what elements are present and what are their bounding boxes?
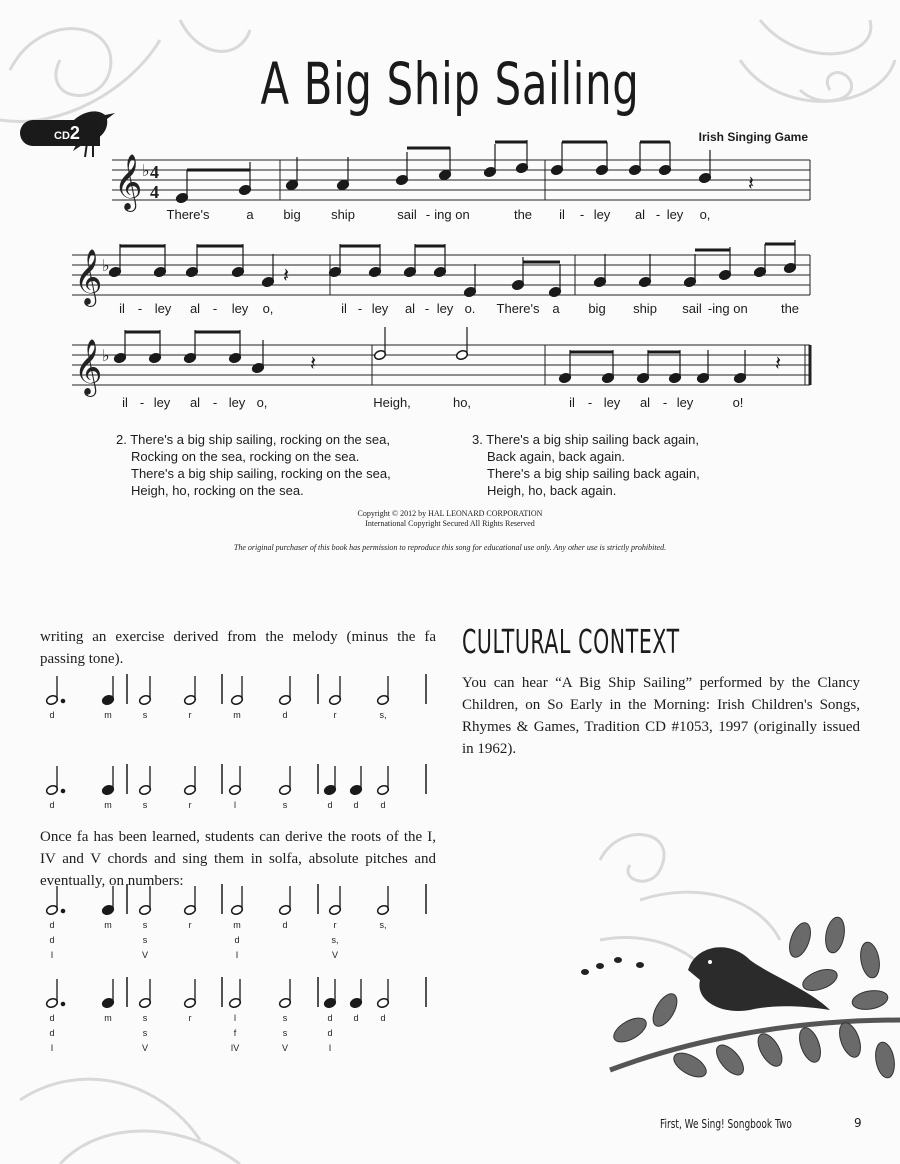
lyric-syllable: the xyxy=(780,301,800,316)
lyric-syllable: o, xyxy=(256,395,268,410)
lyric-syllable: - xyxy=(425,207,431,222)
lyric-syllable: - xyxy=(579,207,585,222)
lyric-syllable: sail xyxy=(397,207,417,222)
solfa-label: l xyxy=(234,1013,236,1023)
lyric-syllable: il xyxy=(569,395,575,410)
rest: 𝄽 xyxy=(775,351,782,375)
solfa-label: d xyxy=(353,1013,359,1023)
verse-number: 2. xyxy=(116,432,127,447)
verse-line: Rocking on the sea, rocking on the sea. xyxy=(131,449,360,464)
lyric-syllable: ley xyxy=(436,301,454,316)
solfa-label: V xyxy=(141,1043,149,1053)
solfa-label: m xyxy=(104,710,112,720)
time-signature: 4 xyxy=(150,182,159,202)
solfa-label: m xyxy=(104,1013,112,1023)
solfa-label: s xyxy=(142,1028,148,1038)
solfa-label: d xyxy=(49,1028,55,1038)
lyric-syllable: There's xyxy=(496,301,540,316)
lyric-syllable: ley xyxy=(666,207,684,222)
solfa-label: s xyxy=(282,1028,288,1038)
lyric-syllable: ho, xyxy=(452,395,472,410)
verse-line: There's a big ship sailing back again, xyxy=(486,432,700,447)
solfa-label: I xyxy=(50,1043,54,1053)
solfa-label: I xyxy=(235,950,239,960)
lyric-syllable: o! xyxy=(732,395,744,410)
lyric-syllable: - xyxy=(424,301,430,316)
verse-number: 3. xyxy=(472,432,483,447)
solfa-label: s xyxy=(142,800,148,810)
solfa-label: r xyxy=(333,920,337,930)
page-number: 9 xyxy=(854,1116,862,1130)
verse-line: There's a big ship sailing, rocking on the sea, xyxy=(131,466,391,481)
book-title-footer: First, We Sing! Songbook Two xyxy=(660,1117,792,1131)
solfa-label: s xyxy=(142,920,148,930)
solfa-label: m xyxy=(104,800,112,810)
cultural-context-text: You can hear “A Big Ship Sailing” performed by the Clancy Children, on So Early in the Morning: Irish Children's Songs, Rhymes & Games, Tradition CD #1053, 1997 (originally issued in 1962). xyxy=(462,675,860,757)
verse-line: There's a big ship sailing back again, xyxy=(487,466,700,481)
verse-line: There's a big ship sailing, rocking on the sea, xyxy=(130,432,390,447)
treble-clef: 𝄞 xyxy=(74,339,103,395)
solfa-label: V xyxy=(331,950,339,960)
exercise-intro: writing an exercise derived from the melody (minus the fa passing tone). xyxy=(40,629,436,667)
rest: 𝄽 xyxy=(310,351,317,375)
solfa-label: s xyxy=(282,800,288,810)
lyric-syllable: al xyxy=(189,301,201,316)
lyric-syllable: ley xyxy=(676,395,694,410)
lyric-syllable: ship xyxy=(633,301,657,316)
solfa-label: V xyxy=(281,1043,289,1053)
lyric-syllable: big xyxy=(588,301,606,316)
solfa-label: m xyxy=(104,920,112,930)
solfa-label: IV xyxy=(230,1043,240,1053)
solfa-label: m xyxy=(233,920,241,930)
solfa-label: s xyxy=(142,1013,148,1023)
lyric-syllable: al xyxy=(639,395,651,410)
cd-number: 2 xyxy=(69,123,80,143)
rest: 𝄽 xyxy=(748,171,755,195)
lyric-syllable: ley xyxy=(228,395,246,410)
solfa-label: l xyxy=(234,800,236,810)
lyric-syllable: - xyxy=(212,301,218,316)
solfa-label: r xyxy=(188,1013,192,1023)
solfa-label: r xyxy=(333,710,337,720)
lyric-syllable: ship xyxy=(331,207,355,222)
solfa-label: d xyxy=(353,800,359,810)
lyric-syllable: ley xyxy=(593,207,611,222)
lyric-syllable: ing on xyxy=(434,207,470,222)
lyric-syllable: al xyxy=(404,301,416,316)
treble-clef: 𝄞 xyxy=(114,154,143,210)
rhythm-dot xyxy=(61,789,65,793)
lyric-syllable: Heigh, xyxy=(373,395,411,410)
solfa-label: r xyxy=(188,710,192,720)
solfa-label: d xyxy=(327,1013,333,1023)
lyric-syllable: o, xyxy=(699,207,711,222)
lyric-syllable: - xyxy=(707,301,713,316)
lyric-syllable: - xyxy=(357,301,363,316)
verse-line: Heigh, ho, back again. xyxy=(487,483,617,498)
flat-key-signature: ♭ xyxy=(102,256,110,275)
lyric-syllable: o, xyxy=(262,301,274,316)
lyric-syllable: sail xyxy=(682,301,702,316)
solfa-label: s xyxy=(282,1013,288,1023)
lyric-syllable: - xyxy=(587,395,593,410)
lyric-syllable: - xyxy=(137,301,143,316)
lyric-syllable: ley xyxy=(231,301,249,316)
lyric-syllable: - xyxy=(139,395,145,410)
cultural-context-heading: CULTURAL CONTEXT xyxy=(462,622,680,661)
solfa-label: d xyxy=(49,800,55,810)
solfa-label: d xyxy=(282,710,288,720)
lyric-syllable: the xyxy=(513,207,533,222)
chord-roots-paragraph: Once fa has been learned, students can derive the roots of the I, IV and V chords and sing them in solfa, absolute pitches and eventually, on numbers: xyxy=(40,829,436,889)
song-subtitle: Irish Singing Game xyxy=(698,130,808,144)
lyric-syllable: o. xyxy=(464,301,476,316)
solfa-label: I xyxy=(328,1043,332,1053)
lyric-syllable: il xyxy=(119,301,125,316)
song-title: A Big Ship Sailing xyxy=(260,50,640,118)
solfa-label: d xyxy=(327,1028,333,1038)
solfa-label: V xyxy=(141,950,149,960)
solfa-label: s, xyxy=(379,920,387,930)
lyric-syllable: a xyxy=(552,301,560,316)
lyric-syllable: al xyxy=(189,395,201,410)
lyric-syllable: - xyxy=(655,207,661,222)
flat-key-signature: ♭ xyxy=(142,161,150,180)
solfa-label: s, xyxy=(331,935,339,945)
lyric-syllable: a xyxy=(246,207,254,222)
lyric-syllable: al xyxy=(634,207,646,222)
lyric-syllable: There's xyxy=(166,207,210,222)
lyric-syllable: ley xyxy=(153,395,171,410)
solfa-label: d xyxy=(282,920,288,930)
solfa-label: I xyxy=(50,950,54,960)
lyric-syllable: ley xyxy=(603,395,621,410)
solfa-label: d xyxy=(49,920,55,930)
solfa-label: d xyxy=(327,800,333,810)
lyric-syllable: il xyxy=(341,301,347,316)
solfa-label: d xyxy=(380,1013,386,1023)
solfa-label: s xyxy=(142,935,148,945)
treble-clef: 𝄞 xyxy=(74,249,103,305)
solfa-label: r xyxy=(188,800,192,810)
lyric-syllable: il xyxy=(122,395,128,410)
solfa-label: d xyxy=(49,935,55,945)
lyric-syllable: big xyxy=(283,207,301,222)
solfa-label: d xyxy=(234,935,240,945)
lyric-syllable: - xyxy=(212,395,218,410)
verse-line: Back again, back again. xyxy=(487,449,626,464)
lyric-syllable: ing on xyxy=(712,301,748,316)
lyric-syllable: il xyxy=(559,207,565,222)
solfa-label: r xyxy=(188,920,192,930)
copyright-line: Copyright © 2012 by HAL LEONARD CORPORATION xyxy=(357,509,543,518)
solfa-label: d xyxy=(380,800,386,810)
bird-branch-illustration xyxy=(570,900,900,1100)
flat-key-signature: ♭ xyxy=(102,346,110,365)
rhythm-dot xyxy=(61,1002,65,1006)
solfa-label: d xyxy=(49,710,55,720)
rest: 𝄽 xyxy=(283,263,290,287)
solfa-label: s, xyxy=(379,710,387,720)
solfa-label: f xyxy=(233,1028,237,1038)
time-signature: 4 xyxy=(150,162,159,182)
solfa-label: s xyxy=(142,710,148,720)
solfa-label: d xyxy=(49,1013,55,1023)
lyric-syllable: ley xyxy=(154,301,172,316)
cd-label: CD xyxy=(54,130,70,142)
solfa-label: m xyxy=(233,710,241,720)
lyric-syllable: - xyxy=(662,395,668,410)
lyric-syllable: ley xyxy=(371,301,389,316)
verse-line: Heigh, ho, rocking on the sea. xyxy=(131,483,304,498)
copyright-line: International Copyright Secured All Rights Reserved xyxy=(365,519,535,528)
permission-notice: The original purchaser of this book has permission to reproduce this song for educational use only. Any other use is strictly prohibited. xyxy=(233,543,667,552)
rhythm-dot xyxy=(61,699,65,703)
rhythm-dot xyxy=(61,909,65,913)
